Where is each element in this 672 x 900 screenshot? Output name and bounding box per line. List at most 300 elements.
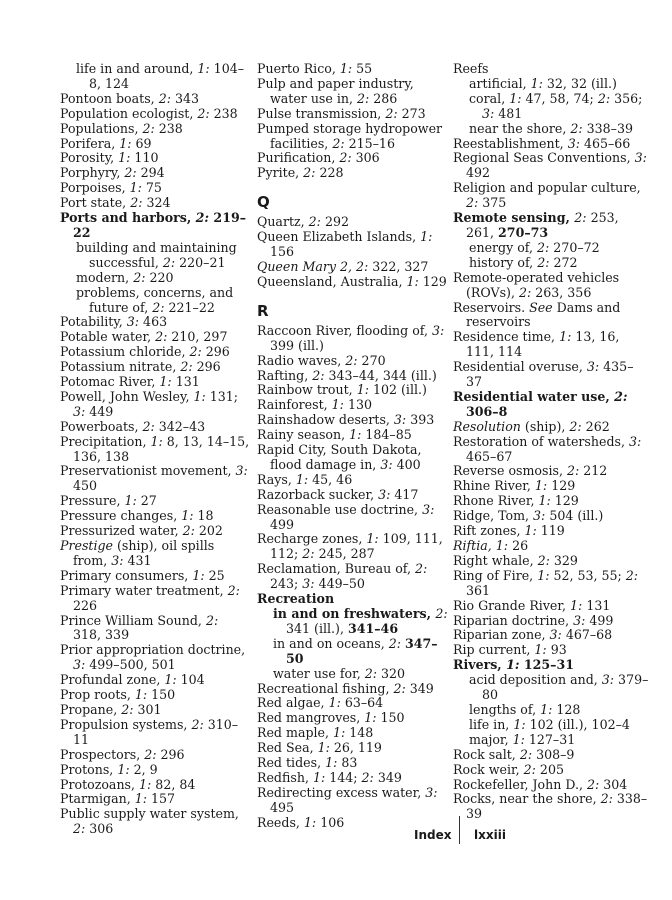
- index-entry: [60, 464, 250, 494]
- entry-text: life in,: [469, 716, 514, 732]
- index-entry: [453, 643, 649, 658]
- entry-text: Rocks, near the shore,: [453, 791, 601, 807]
- entry-text: 210, 297: [167, 329, 228, 345]
- volume-ref: 1:: [325, 755, 338, 771]
- volume-ref: 2:: [189, 344, 202, 360]
- entry-text: Rainbow trout,: [257, 382, 357, 398]
- page-footer: [0, 816, 672, 846]
- entry-text: 417: [390, 486, 419, 502]
- entry-text: 343–44, 344 (ill.): [324, 367, 437, 383]
- index-entry: [453, 763, 649, 778]
- volume-ref: 2:: [121, 701, 134, 717]
- entry-text: building and maintaining successful,: [76, 239, 237, 270]
- index-entry: [60, 539, 250, 569]
- index-entry: [60, 151, 250, 166]
- volume-ref: 2:: [519, 746, 533, 762]
- volume-ref: 3:: [126, 314, 140, 330]
- volume-ref: 3:: [573, 612, 586, 628]
- entry-text: Rhone River,: [453, 493, 539, 509]
- entry-text: Potomac River,: [60, 374, 160, 390]
- entry-text: Reeds,: [257, 814, 304, 830]
- volume-ref: 2:: [205, 612, 219, 628]
- entry-text: 219–22: [73, 210, 247, 240]
- entry-text: 129: [547, 478, 576, 494]
- index-subentry: [60, 271, 250, 286]
- entry-text: 110: [130, 150, 159, 166]
- index-subentry: [60, 241, 250, 271]
- volume-ref: 2:: [303, 165, 316, 181]
- index-subentry: [453, 92, 649, 122]
- entry-text: Purification,: [257, 150, 340, 166]
- index-subentry: [453, 703, 649, 718]
- entry-text: Puerto Rico,: [257, 61, 340, 76]
- entry-text: Precipitation,: [60, 433, 151, 449]
- entry-text: Potassium chloride,: [60, 344, 190, 360]
- index-entry: [257, 756, 453, 771]
- entry-text: Remote-operated vehicles (ROVs),: [453, 269, 620, 300]
- index-entry: [453, 614, 649, 629]
- index-subentry: [257, 667, 453, 682]
- entry-text: Reverse osmosis,: [453, 463, 567, 479]
- entry-text: Queensland, Australia,: [257, 273, 407, 289]
- volume-ref: 1:: [364, 710, 377, 726]
- entry-text: Porifera,: [60, 135, 120, 151]
- index-subentry: [453, 733, 649, 748]
- volume-ref: 1:: [295, 471, 309, 487]
- volume-ref: 2:: [415, 561, 428, 577]
- entry-text: Potable water,: [60, 329, 156, 345]
- index-entry: [60, 748, 250, 763]
- entry-text: Rhine River,: [453, 478, 535, 494]
- index-entry: [257, 230, 453, 260]
- entry-text: 8, 13, 14–15, 136, 138: [73, 433, 250, 464]
- entry-text: 499: [585, 612, 614, 628]
- entry-text: Reasonable use doctrine,: [257, 501, 423, 517]
- entry-text: 2, 9: [129, 761, 158, 777]
- volume-ref: 1:: [420, 229, 433, 245]
- index-entry: [60, 778, 250, 793]
- entry-text: 131: [171, 374, 200, 390]
- entry-text: 273: [397, 105, 426, 121]
- entry-text: Redirecting excess water,: [257, 784, 426, 800]
- index-subentry: [453, 673, 649, 703]
- volume-ref: 2:: [227, 582, 240, 598]
- volume-ref: 1:: [512, 731, 525, 747]
- entry-text: lengths of,: [469, 701, 541, 717]
- volume-ref: 2:: [133, 269, 146, 285]
- volume-ref: 1:: [495, 538, 509, 553]
- index-subentry: [60, 286, 250, 316]
- entry-text: life in and around,: [76, 61, 198, 76]
- index-entry: [60, 792, 250, 807]
- entry-text: 128: [552, 701, 581, 717]
- volume-ref: 1:: [303, 814, 317, 830]
- index-entry: [257, 324, 453, 354]
- entry-text: Rainy season,: [257, 427, 350, 443]
- entry-text: 13, 16, 111, 114: [466, 329, 620, 360]
- index-subentry: [60, 62, 250, 92]
- entry-text: 45, 46: [308, 471, 353, 487]
- volume-ref: 2:: [142, 120, 155, 136]
- entry-text: (ship),: [520, 418, 570, 434]
- volume-ref: 1:: [193, 388, 206, 404]
- entry-text: Reclamation, Bureau of,: [257, 561, 416, 577]
- entry-text: 400: [392, 456, 421, 472]
- entry-text: Riparian zone,: [453, 627, 550, 643]
- entry-text: 306–8: [466, 403, 508, 419]
- entry-text: 449–50: [314, 576, 365, 592]
- volume-ref: 1:: [328, 695, 341, 711]
- volume-ref: 1:: [559, 329, 572, 345]
- index-subentry: [453, 77, 649, 92]
- entry-text: 131;: [205, 388, 239, 404]
- volume-ref: 2:: [393, 680, 406, 696]
- entry-text: Reestablishment,: [453, 135, 568, 151]
- index-entry: [257, 166, 453, 181]
- entry-text: 286: [369, 90, 398, 106]
- index-entry: [453, 151, 649, 181]
- entry-text: Remote sensing,: [453, 210, 575, 226]
- entry-text: Potassium nitrate,: [60, 359, 181, 375]
- entry-text: Dams and reservoirs: [466, 299, 621, 330]
- volume-ref: 2:: [600, 791, 613, 807]
- entry-text: 349: [373, 769, 402, 785]
- volume-ref: 1:: [513, 716, 526, 732]
- volume-ref: 2:: [574, 210, 587, 226]
- index-entry: [257, 682, 453, 697]
- index-entry: [257, 473, 453, 488]
- entry-text: Public supply water system,: [60, 806, 239, 822]
- index-entry: [257, 215, 453, 230]
- entry-text: 270: [357, 352, 386, 368]
- entry-text: 449: [85, 403, 114, 419]
- entry-text: 32, 32 (ill.): [542, 75, 617, 91]
- entry-text: Rays,: [257, 471, 296, 487]
- index-entry: [257, 771, 453, 786]
- entry-text: Pumped storage hydropower facilities,: [257, 120, 443, 151]
- index-entry: [257, 443, 453, 473]
- volume-ref: 1:: [312, 769, 326, 785]
- volume-ref: 1:: [339, 61, 353, 76]
- entry-text: 238: [209, 105, 238, 121]
- volume-ref: 2:: [142, 418, 155, 434]
- index-entry: [257, 383, 453, 398]
- volume-ref: 2:: [356, 258, 369, 274]
- entry-text: 294: [136, 165, 165, 181]
- index-entry: [453, 390, 649, 420]
- index-entry: [453, 137, 649, 152]
- index-entry: [60, 360, 250, 375]
- volume-ref: Queen Mary 2,: [257, 258, 353, 274]
- volume-ref: 2:: [614, 388, 628, 404]
- entry-text: 304: [599, 776, 628, 792]
- entry-text: Recharge zones,: [257, 531, 367, 547]
- index-entry: [60, 345, 250, 360]
- entry-text: Recreation: [257, 591, 335, 607]
- volume-ref: 2:: [197, 105, 210, 121]
- volume-ref: 2:: [537, 552, 550, 568]
- entry-text: 26, 119: [329, 740, 382, 756]
- volume-ref: 1:: [150, 433, 163, 449]
- volume-ref: 2:: [523, 761, 536, 777]
- index-entry: [60, 703, 250, 718]
- volume-ref: 3:: [235, 463, 248, 479]
- entry-text: 212: [579, 463, 608, 479]
- index-entry: [257, 786, 453, 816]
- index-entry: [453, 569, 649, 599]
- index-entry: [453, 181, 649, 211]
- volume-ref: 2:: [158, 90, 171, 106]
- volume-ref: 1:: [506, 657, 520, 673]
- entry-text: acid deposition and,: [469, 672, 602, 688]
- index-entry: [60, 390, 250, 420]
- volume-ref: 3:: [425, 784, 438, 800]
- entry-text: Powerboats,: [60, 418, 143, 434]
- entry-text: major,: [469, 731, 513, 747]
- entry-text: Reservoirs.: [453, 299, 530, 315]
- volume-ref: 2:: [130, 195, 143, 211]
- index-entry: [257, 726, 453, 741]
- volume-ref: 1:: [124, 493, 137, 509]
- index-entry: [60, 643, 250, 673]
- entry-text: 253, 261,: [466, 210, 619, 240]
- entry-text: 320: [377, 665, 406, 681]
- index-entry: [60, 509, 250, 524]
- index-entry: [257, 562, 453, 592]
- index-entry: [60, 688, 250, 703]
- entry-text: Populations,: [60, 120, 143, 136]
- entry-text: Port state,: [60, 195, 131, 211]
- entry-text: 322, 327: [368, 258, 429, 274]
- index-entry: [60, 211, 250, 241]
- volume-ref: Riftia,: [453, 538, 492, 553]
- entry-text: 343: [170, 90, 199, 106]
- entry-text: 347–50: [286, 635, 438, 666]
- index-entry: [257, 428, 453, 443]
- entry-text: 144;: [325, 769, 362, 785]
- volume-ref: 1:: [317, 740, 330, 756]
- entry-text: 125–31: [519, 657, 574, 673]
- entry-text: 301: [133, 701, 162, 717]
- volume-ref: 3:: [393, 412, 407, 428]
- entry-text: Powell, John Wesley,: [60, 388, 194, 404]
- volume-ref: Prestige: [60, 538, 114, 553]
- index-entry: [257, 503, 453, 533]
- entry-text: Ptarmigan,: [60, 791, 135, 807]
- entry-text: 465–66: [579, 135, 631, 151]
- entry-text: Rift zones,: [453, 523, 525, 539]
- volume-ref: 1:: [117, 761, 130, 777]
- entry-text: Quartz,: [257, 214, 309, 230]
- index-entry: [257, 741, 453, 756]
- volume-ref: 1:: [570, 597, 583, 613]
- entry-text: 393: [406, 412, 435, 428]
- volume-ref: 1:: [534, 478, 548, 494]
- entry-text: Red maple,: [257, 725, 333, 741]
- entry-text: Queen Elizabeth Islands,: [257, 229, 421, 245]
- entry-text: 55: [352, 61, 373, 76]
- volume-ref: 1:: [134, 791, 147, 807]
- volume-ref: 2:: [388, 635, 401, 651]
- entry-text: Primary water treatment,: [60, 582, 228, 598]
- volume-ref: 1:: [181, 508, 194, 524]
- index-entry: [257, 369, 453, 384]
- volume-ref: 2:: [308, 214, 321, 230]
- entry-text: Regional Seas Conventions,: [453, 150, 635, 166]
- entry-text: 263, 356: [531, 284, 592, 300]
- volume-ref: 1:: [538, 493, 551, 509]
- volume-ref: 1:: [349, 427, 362, 443]
- entry-text: 226: [73, 597, 98, 613]
- volume-ref: 1:: [331, 397, 344, 413]
- entry-text: Right whale,: [453, 552, 538, 568]
- entry-text: 306: [85, 821, 114, 837]
- index-column-1: [60, 62, 250, 837]
- entry-text: Porosity,: [60, 150, 119, 166]
- entry-text: 306: [351, 150, 380, 166]
- entry-text: energy of,: [469, 239, 538, 255]
- entry-text: Pressurized water,: [60, 523, 183, 539]
- volume-ref: 3:: [302, 576, 315, 592]
- volume-ref: 1:: [509, 90, 522, 106]
- entry-text: Population ecologist,: [60, 105, 198, 121]
- index-entry: [453, 778, 649, 793]
- index-entry: [60, 107, 250, 122]
- index-entry: [257, 413, 453, 428]
- volume-ref: 1:: [159, 374, 172, 390]
- volume-ref: 2:: [586, 776, 600, 792]
- volume-ref: 2:: [364, 665, 378, 681]
- volume-ref: 2:: [124, 165, 137, 181]
- volume-ref: 2:: [435, 606, 448, 621]
- entry-text: 109, 111, 112;: [270, 531, 443, 562]
- index-entry: [60, 524, 250, 539]
- volume-ref: 2:: [312, 367, 325, 383]
- entry-text: 205: [535, 761, 564, 777]
- entry-text: 262: [581, 418, 610, 434]
- entry-text: Pulp and paper industry, water use in,: [257, 75, 414, 106]
- index-entry: [60, 92, 250, 107]
- entry-text: Razorback sucker,: [257, 486, 379, 502]
- entry-text: Riparian doctrine,: [453, 612, 574, 628]
- entry-text: near the shore,: [469, 120, 571, 136]
- entry-text: Reefs: [453, 61, 489, 76]
- entry-text: 296: [156, 746, 185, 762]
- entry-text: Porpoises,: [60, 180, 130, 196]
- index-entry: [257, 151, 453, 166]
- entry-text: 220: [145, 269, 174, 285]
- volume-ref: 2:: [625, 567, 639, 583]
- entry-text: Ring of Fire,: [453, 567, 538, 583]
- volume-ref: 3:: [378, 486, 391, 502]
- index-entry: [60, 763, 250, 778]
- entry-text: (ship), oil spills from,: [73, 538, 215, 568]
- index-entry: [453, 509, 649, 524]
- entry-text: 296: [201, 344, 230, 360]
- entry-text: 495: [270, 799, 295, 815]
- index-entry: [257, 275, 453, 290]
- volume-ref: 1:: [119, 135, 132, 151]
- entry-text: 25: [204, 567, 225, 583]
- entry-text: artificial,: [469, 75, 531, 91]
- entry-text: 93: [546, 642, 567, 658]
- index-entry: [257, 260, 453, 275]
- entry-text: Prospectors,: [60, 746, 145, 762]
- index-entry: [257, 107, 453, 122]
- entry-text: Residential water use,: [453, 388, 615, 404]
- index-entry: [453, 479, 649, 494]
- entry-text: Primary consumers,: [60, 567, 193, 583]
- volume-ref: 1:: [197, 61, 210, 76]
- index-entry: [257, 62, 453, 77]
- volume-ref: 2:: [345, 352, 358, 368]
- entry-text: Porphyry,: [60, 165, 125, 181]
- volume-ref: See: [529, 299, 553, 315]
- index-entry: [60, 330, 250, 345]
- index-entry: [60, 569, 250, 584]
- volume-ref: 3:: [567, 135, 580, 151]
- entry-text: 52, 53, 55;: [549, 567, 626, 583]
- entry-text: 341–46: [347, 620, 399, 636]
- entry-text: 131: [582, 597, 611, 613]
- entry-text: 27: [136, 493, 157, 509]
- index-entry: [257, 488, 453, 503]
- entry-text: 119: [536, 523, 565, 539]
- entry-text: Preservationist movement,: [60, 463, 236, 479]
- volume-ref: 2:: [182, 523, 195, 539]
- entry-text: 341 (ill.),: [286, 620, 348, 636]
- volume-ref: 1:: [537, 567, 550, 583]
- volume-ref: 2:: [537, 239, 550, 255]
- volume-ref: 1:: [164, 672, 177, 688]
- entry-text: 104: [176, 672, 205, 688]
- volume-ref: 1:: [192, 567, 205, 583]
- entry-text: Red tides,: [257, 755, 326, 771]
- entry-text: Protozoans,: [60, 776, 140, 792]
- entry-text: Ports and harbors,: [60, 210, 196, 226]
- volume-ref: 3:: [586, 359, 600, 375]
- entry-text: Red algae,: [257, 695, 329, 711]
- volume-ref: 2:: [357, 90, 370, 106]
- index-entry: [453, 524, 649, 539]
- entry-text: 245, 287: [314, 546, 375, 562]
- entry-text: 130: [343, 397, 372, 413]
- volume-ref: 1:: [139, 776, 152, 792]
- entry-text: history of,: [469, 254, 538, 270]
- entry-text: Red Sea,: [257, 740, 318, 756]
- entry-text: 82, 84: [151, 776, 196, 792]
- volume-ref: 2:: [566, 463, 580, 479]
- entry-text: Prop roots,: [60, 687, 135, 703]
- index-column-3: [453, 62, 649, 822]
- volume-ref: 2:: [570, 120, 583, 136]
- entry-text: Protons,: [60, 761, 118, 777]
- entry-text: 148: [345, 725, 374, 741]
- entry-text: Rock weir,: [453, 761, 524, 777]
- volume-ref: 1:: [118, 150, 131, 166]
- entry-text: 481: [494, 105, 523, 121]
- entry-text: 63–64: [340, 695, 384, 711]
- index-entry: [257, 122, 453, 152]
- volume-ref: 3:: [601, 672, 615, 688]
- entry-text: Residential overuse,: [453, 359, 587, 375]
- index-entry: [257, 398, 453, 413]
- entry-text: 150: [147, 687, 176, 703]
- volume-ref: 3:: [73, 403, 86, 419]
- entry-text: 238: [154, 120, 183, 136]
- volume-ref: 3:: [549, 627, 562, 643]
- index-column-2: [257, 62, 453, 831]
